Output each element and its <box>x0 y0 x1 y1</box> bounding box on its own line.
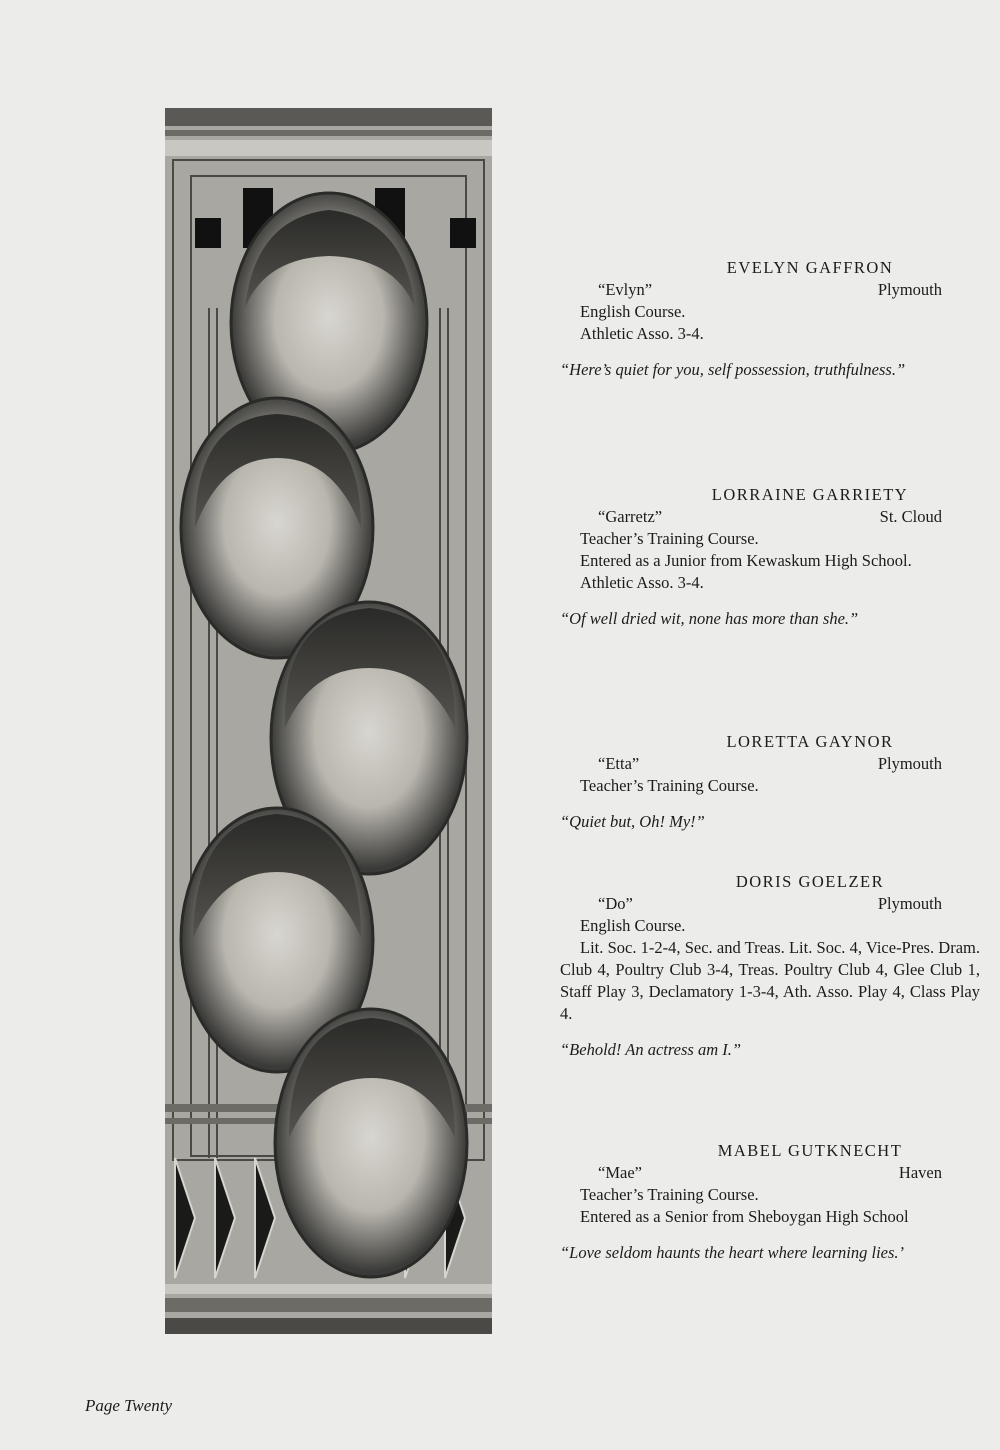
student-detail: Teacher’s Training Course. <box>580 529 759 548</box>
student-nickname: “Do” <box>598 894 633 913</box>
student-detail: English Course. <box>580 302 686 321</box>
nickname-row <box>560 753 980 775</box>
student-detail: Entered as a Senior from Sheboygan High School <box>580 1207 909 1226</box>
student-nickname: “Garretz” <box>598 507 663 526</box>
student-name: DORIS GOELZER <box>735 872 885 891</box>
nickname-row <box>560 279 980 301</box>
portrait-5 <box>275 1009 467 1277</box>
student-detail: English Course. <box>580 916 686 935</box>
page-number: Page Twenty <box>85 1396 173 1415</box>
student-quote: “Here’s quiet for you, self possession, truthfulness.” <box>560 360 906 379</box>
student-town: Plymouth <box>877 280 942 299</box>
portrait-strip-art <box>165 108 492 1334</box>
student-nickname: “Etta” <box>598 754 640 773</box>
student-town: Haven <box>898 1163 942 1182</box>
student-quote: “Behold! An actress am I.” <box>560 1040 742 1059</box>
student-quote: “Of well dried wit, none has more than she.” <box>560 609 859 628</box>
student-detail: Athletic Asso. 3-4. <box>580 324 704 343</box>
student-name: LORETTA GAYNOR <box>726 732 894 751</box>
student-quote: “Love seldom haunts the heart where learning lies.’ <box>560 1243 905 1262</box>
student-detail: Entered as a Junior from Kewaskum High School. <box>580 551 912 570</box>
student-town: Plymouth <box>877 894 942 913</box>
nickname-row <box>560 506 980 528</box>
student-nickname: “Mae” <box>598 1163 642 1182</box>
student-entry <box>560 871 980 1061</box>
student-name: MABEL GUTKNECHT <box>717 1141 903 1160</box>
student-quote: “Quiet but, Oh! My!” <box>560 812 705 831</box>
student-detail: Lit. Soc. 1-2-4, Sec. and Treas. Lit. Soc. 4, Vice-Pres. Dram. Club 4, Poultry Club 3-4, Treas. Poultry Club 4, Glee Club 1, Staff Play 3, Declamatory 1-3-4, Ath. Asso. Play 4, Class Play 4. <box>560 938 980 1023</box>
student-name: LORRAINE GARRIETY <box>711 485 909 504</box>
student-name: EVELYN GAFFRON <box>726 258 894 277</box>
student-detail: Teacher’s Training Course. <box>580 776 759 795</box>
student-town: St. Cloud <box>879 507 942 526</box>
student-town: Plymouth <box>877 754 942 773</box>
student-entry <box>560 1140 980 1264</box>
nickname-row <box>560 1162 980 1184</box>
student-entry <box>560 484 980 630</box>
student-detail: Athletic Asso. 3-4. <box>580 573 704 592</box>
student-nickname: “Evlyn” <box>598 280 653 299</box>
student-entry <box>560 731 980 833</box>
portrait-strip <box>165 108 492 1334</box>
student-detail: Teacher’s Training Course. <box>580 1185 759 1204</box>
nickname-row <box>560 893 980 915</box>
student-entry <box>560 257 980 381</box>
